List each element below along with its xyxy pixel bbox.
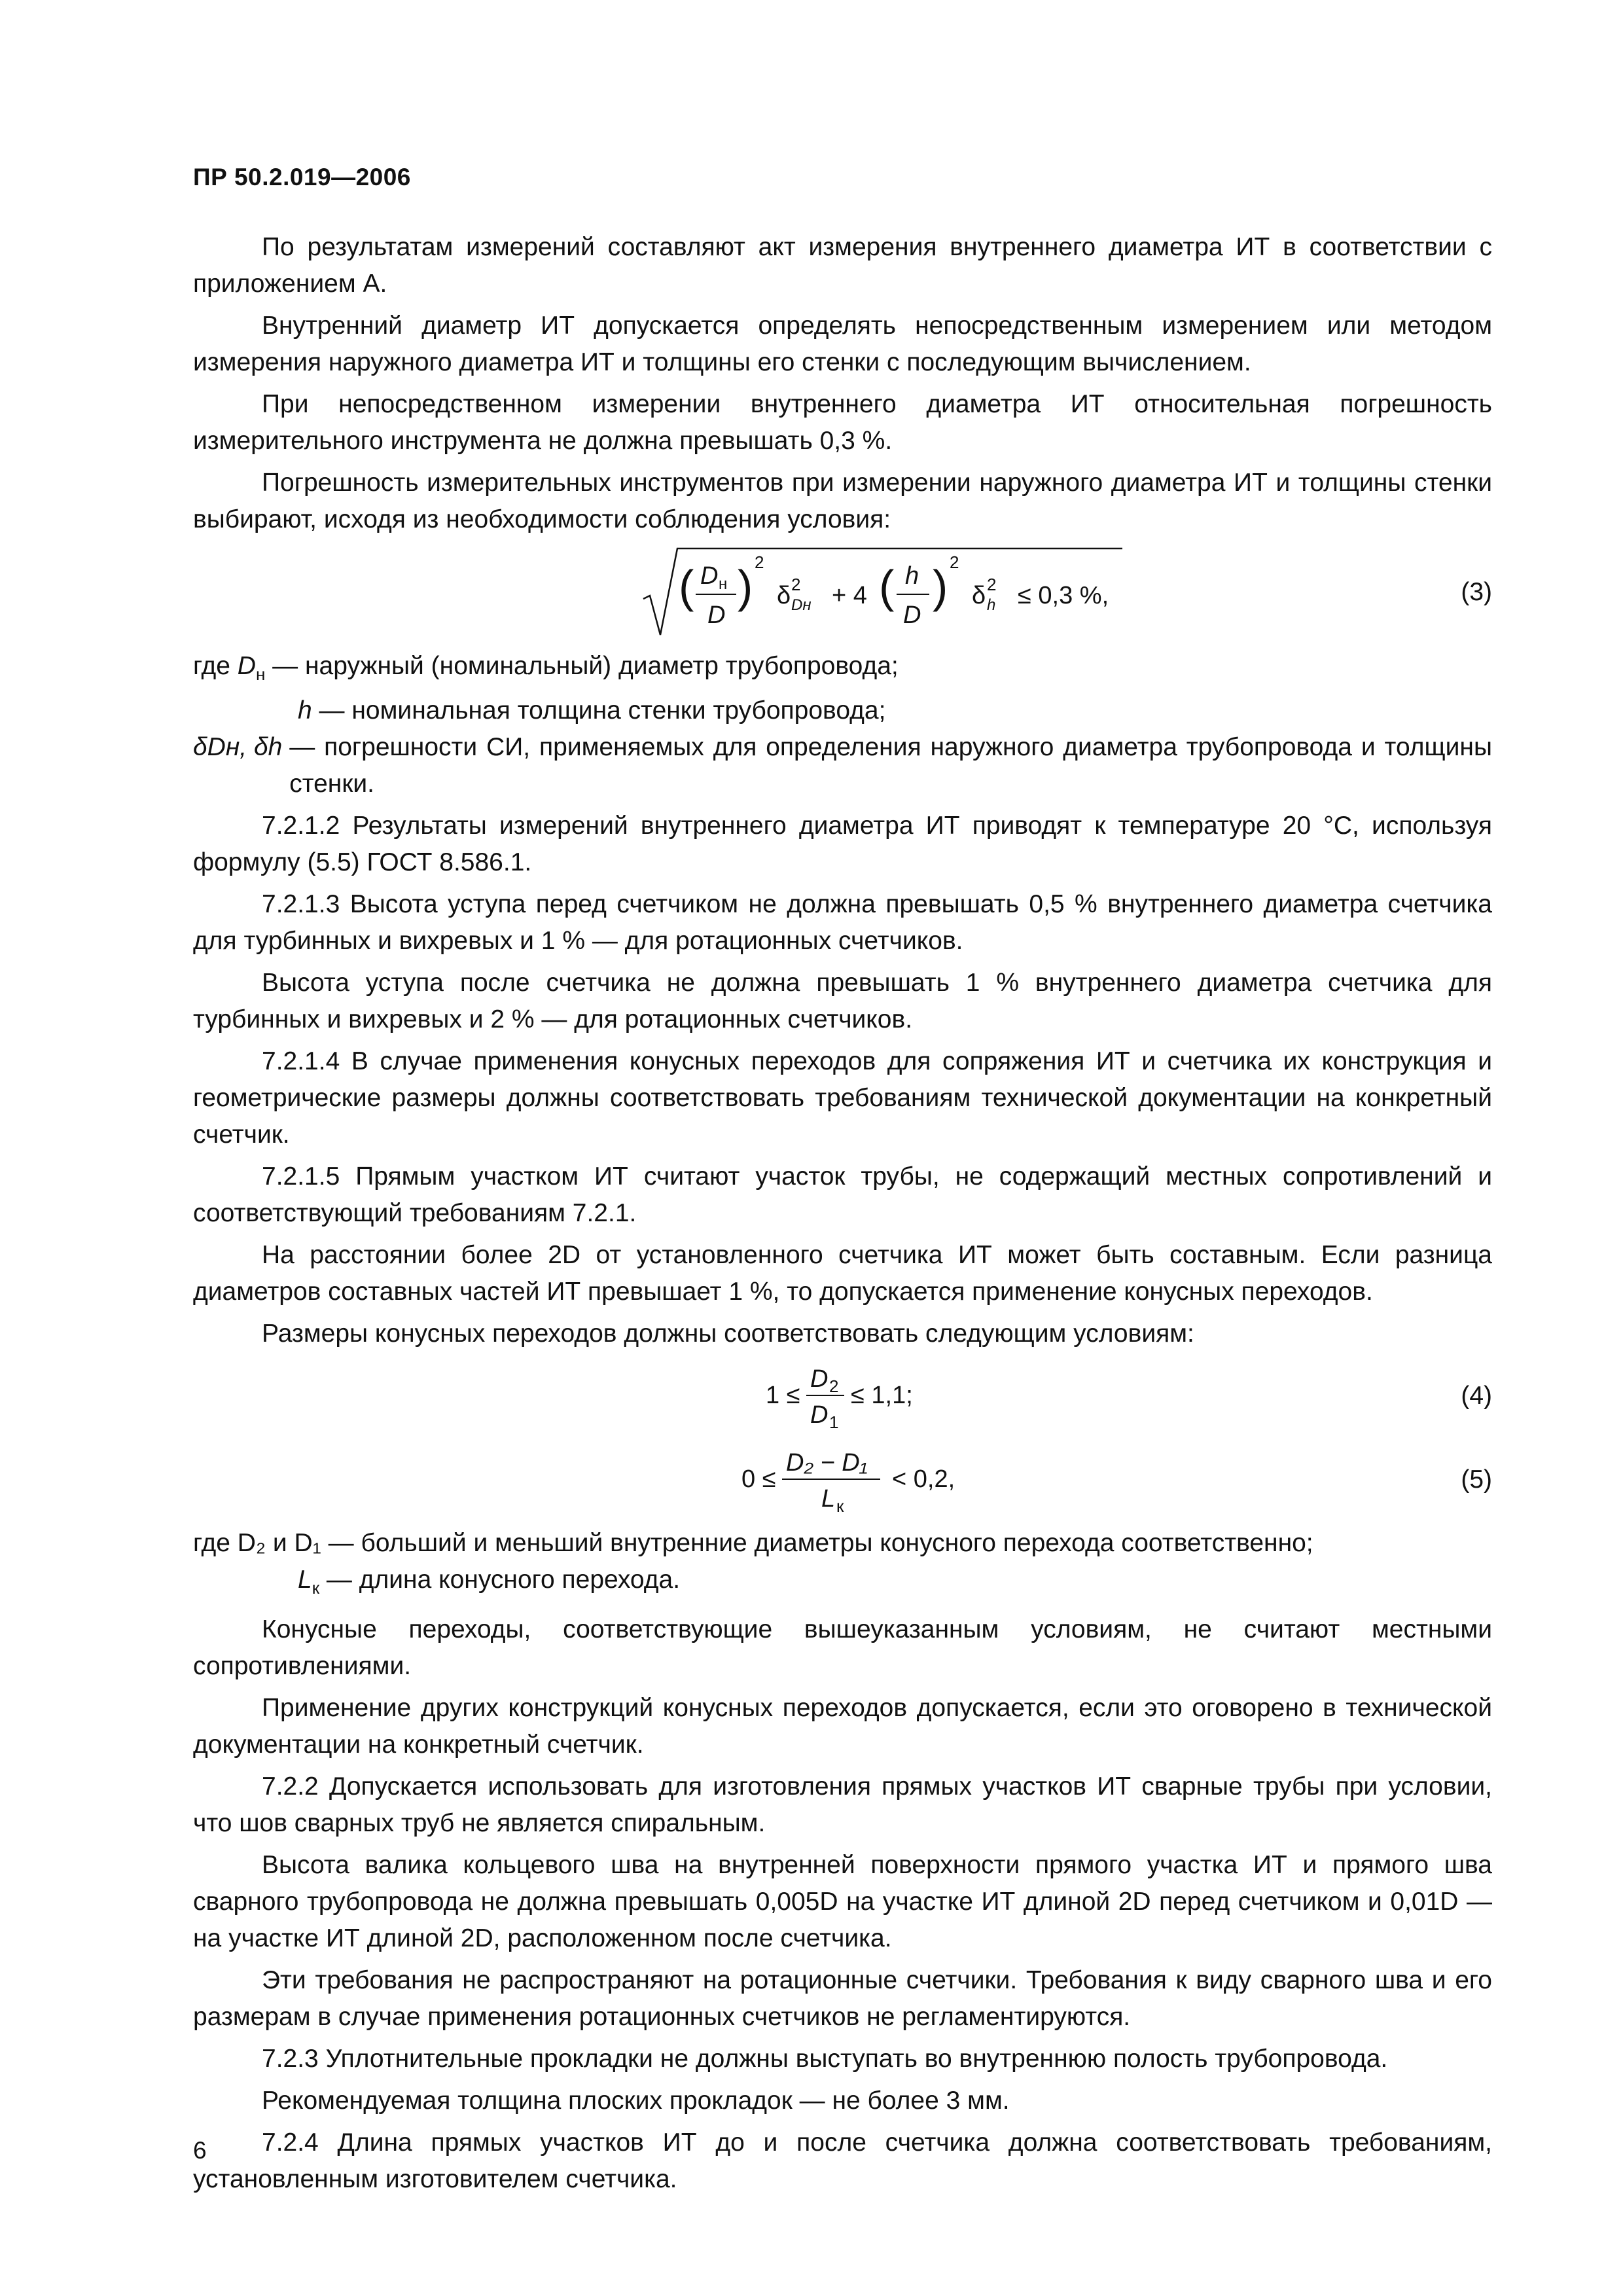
where-row <box>193 692 1492 729</box>
formula-number: (5) <box>1461 1465 1492 1494</box>
symbol: δDн, δh <box>193 732 283 761</box>
where-desc: — номинальная толщина стенки трубопровода; <box>319 696 886 725</box>
page-number: 6 <box>193 2137 207 2164</box>
svg-text:(: ( <box>679 561 694 612</box>
f3-sq3: 2 <box>950 552 959 572</box>
formula-3-expression <box>638 543 1162 641</box>
where-block-3 <box>193 648 1492 802</box>
f3-delta2-sub: h <box>987 596 996 614</box>
paragraph: Конусные переходы, соответствующие вышеуказанным условиям, не считают местными сопротивлениями. <box>193 1615 1492 1680</box>
document-body <box>193 229 1492 2203</box>
f3-sq1: 2 <box>755 552 764 572</box>
paragraph: Рекомендуемая толщина плоских прокладок — не более 3 мм. <box>262 2086 1010 2115</box>
f3-delta1: δ <box>777 582 791 609</box>
f5-left: 0 ≤ <box>741 1465 776 1493</box>
f4-right: ≤ 1,1; <box>851 1381 913 1409</box>
f3-dn-sub: н <box>719 575 728 593</box>
paragraph: 7.2.4 Длина прямых участков ИТ до и после счетчика должна соответствовать требованиям, установленным изготовителем счетчика. <box>193 2128 1492 2193</box>
paragraph: Высота валика кольцевого шва на внутренней поверхности прямого участка ИТ и прямого шва сварного трубопровода не должна превышать 0,005D на участке ИТ длиной 2D перед счетчиком и 0,01D — на участке ИТ длиной 2D, расположенном после счетчика. <box>193 1850 1492 1952</box>
where-block-5 <box>193 1525 1492 1606</box>
svg-text:D <box>700 562 718 590</box>
paragraph: 7.2.2 Допускается использовать для изготовления прямых участков ИТ сварные трубы при условии, что шов сварных труб не является спиральным. <box>193 1772 1492 1837</box>
where-desc: — наружный (номинальный) диаметр трубопровода; <box>272 652 899 680</box>
f3-d: D <box>707 601 726 629</box>
symbol: D <box>237 652 256 680</box>
paragraph: 7.2.3 Уплотнительные прокладки не должны выступать во внутреннюю полость трубопровода. <box>262 2044 1388 2073</box>
paragraph: Внутренний диаметр ИТ допускается определять непосредственным измерением или методом измерения наружного диаметра ИТ и толщины его стенки с последующим вычислением. <box>193 312 1492 376</box>
f3-rhs: ≤ 0,3 %, <box>1018 582 1109 609</box>
svg-text:): ) <box>933 561 948 612</box>
f3-sq2: 2 <box>791 575 801 594</box>
paragraph: Применение других конструкций конусных переходов допускается, если это оговорено в технической документации на конкретный счетчик. <box>193 1693 1492 1759</box>
symbol-sub: к <box>312 1577 320 1598</box>
f5-den-sub: к <box>836 1496 844 1516</box>
paragraph: Высота уступа после счетчика не должна превышать 1 % внутреннего диаметра счетчика для турбинных и вихревых и 2 % — для ротационных счетчиков. <box>193 968 1492 1033</box>
f4-num-sub: 2 <box>829 1376 839 1396</box>
where-desc: где D₂ и D₁ — больший и меньший внутренние диаметры конусного перехода соответственно; <box>193 1528 1313 1557</box>
f3-h: h <box>905 562 919 590</box>
symbol: L <box>298 1565 312 1594</box>
f3-sq4: 2 <box>987 575 997 594</box>
paragraph: Размеры конусных переходов должны соответствовать следующим условиям: <box>262 1319 1194 1348</box>
where-row <box>193 648 1492 692</box>
f5-num: D₂ − D₁ <box>786 1448 868 1477</box>
f4-left: 1 ≤ <box>766 1381 800 1409</box>
f3-plus4: + 4 <box>832 582 867 609</box>
svg-text:): ) <box>738 561 753 612</box>
where-desc: — длина конусного перехода. <box>326 1565 681 1594</box>
where-row <box>193 1525 1492 1562</box>
paragraph: По результатам измерений составляют акт измерения внутреннего диаметра ИТ в соответствии с приложением А. <box>193 233 1492 298</box>
formula-number: (4) <box>1461 1381 1492 1410</box>
where-desc: — погрешности СИ, применяемых для определения наружного диаметра трубопровода и толщины стенки. <box>289 732 1492 798</box>
f3-delta1-sub: Dн <box>791 596 812 614</box>
paragraph: 7.2.1.2 Результаты измерений внутреннего диаметра ИТ приводят к температуре 20 °С, используя формулу (5.5) ГОСТ 8.586.1. <box>193 811 1492 876</box>
formula-4-expression <box>766 1357 1041 1435</box>
formula-3 <box>193 543 1492 641</box>
where-row <box>193 729 1492 802</box>
paragraph: Погрешность измерительных инструментов при измерении наружного диаметра ИТ и толщины стенки выбирают, исходя из необходимости соблюдения условия: <box>193 469 1492 533</box>
f5-den: L <box>821 1484 836 1513</box>
where-row <box>193 1562 1492 1606</box>
symbol-sub: н <box>255 664 266 684</box>
f3-dn: D <box>700 562 719 590</box>
paragraph: 7.2.1.5 Прямым участком ИТ считают участок трубы, не содержащий местных сопротивлений и соответствующий требованиям 7.2.1. <box>193 1162 1492 1227</box>
paragraph: Эти требования не распространяют на ротационные счетчики. Требования к виду сварного шва и его размерам в случае применения ротационных счетчиков не регламентируются. <box>193 1965 1492 2031</box>
formula-4 <box>193 1357 1492 1435</box>
f3-d2: D <box>903 601 921 629</box>
formula-number: (3) <box>1461 578 1492 606</box>
paragraph: На расстоянии более 2D от установленного счетчика ИТ может быть составным. Если разница диаметров составных частей ИТ превышает 1 %, то допускается применение конусных переходов. <box>193 1240 1492 1306</box>
paragraph: 7.2.1.3 Высота уступа перед счетчиком не должна превышать 0,5 % внутреннего диаметра счетчика для турбинных и вихревых и 1 % — для ротационных счетчиков. <box>193 889 1492 955</box>
f4-num: D <box>810 1365 829 1393</box>
symbol: h <box>298 696 312 725</box>
svg-text:(: ( <box>879 561 895 612</box>
f3-delta2: δ <box>972 582 986 609</box>
f4-den: D <box>810 1401 829 1429</box>
f4-den-sub: 1 <box>829 1412 839 1432</box>
document-header: ПР 50.2.019—2006 <box>193 164 411 190</box>
paragraph: При непосредственном измерении внутреннего диаметра ИТ относительная погрешность измерительного инструмента не должна превышать 0,3 %. <box>193 390 1492 455</box>
formula-5 <box>193 1441 1492 1518</box>
where-prefix: где <box>193 652 230 680</box>
formula-5-expression <box>741 1441 1016 1518</box>
paragraph: 7.2.1.4 В случае применения конусных переходов для сопряжения ИТ и счетчика их конструкция и геометрические размеры должны соответствовать требованиям технической документации на конкретный счетчик. <box>193 1047 1492 1149</box>
f5-right: < 0,2, <box>892 1465 955 1493</box>
